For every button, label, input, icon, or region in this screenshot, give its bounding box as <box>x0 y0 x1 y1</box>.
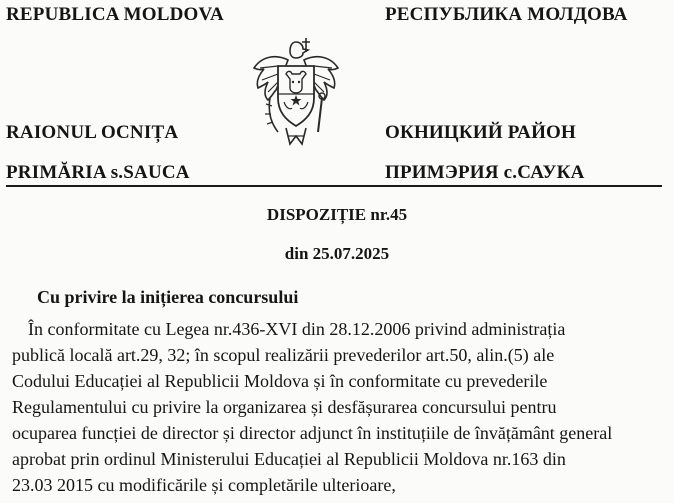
body-line: aprobat prin ordinul Ministerului Educației al Republicii Moldova nr.163 din <box>12 449 566 469</box>
body-line: Regulamentului cu privire la organizarea și desfășurarea concursului pentru <box>12 397 557 417</box>
document-body <box>12 316 666 498</box>
header-mayoralty-ru: ПРИМЭРИЯ с.САУКА <box>385 162 585 183</box>
document-subject: Cu privire la inițierea concursului <box>37 287 299 307</box>
header-country-ro: REPUBLICA MOLDOVA <box>6 4 224 25</box>
body-line: În conformitate cu Legea nr.436-XVI din 28.12.2006 privind administrația <box>28 319 566 339</box>
body-line: Codului Educației al Republicii Moldova și în conformitate cu prevederile <box>12 371 548 391</box>
header-mayoralty-ro: PRIMĂRIA s.SAUCA <box>6 162 190 183</box>
document-date: din 25.07.2025 <box>284 244 390 263</box>
coat-of-arms-icon <box>248 36 344 154</box>
body-line: ocuparea funcției de director și director adjunct în instituțiile de învățământ general <box>12 423 613 443</box>
document-title: DISPOZIȚIE nr.45 <box>266 205 408 224</box>
header-district-ro: RAIONUL OCNIȚA <box>6 122 179 143</box>
body-line: 23.03 2015 cu modificările și completările ulterioare, <box>12 475 396 495</box>
body-line: publică locală art.29, 32; în scopul realizării prevederilor art.50, alin.(5) ale <box>12 345 555 365</box>
header-country-ru: РЕСПУБЛИКА МОЛДОВА <box>385 4 628 25</box>
header-divider <box>6 185 662 187</box>
header-district-ru: ОКНИЦКИЙ РАЙОН <box>385 122 577 143</box>
